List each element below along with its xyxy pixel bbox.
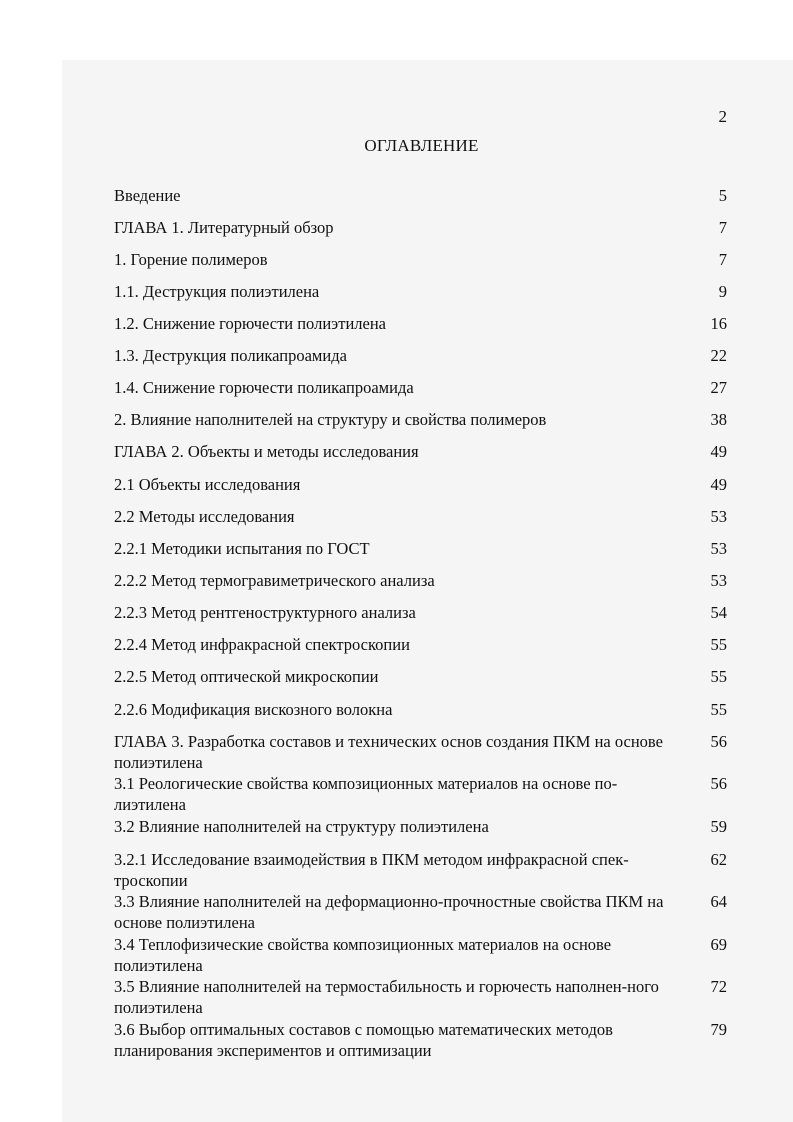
toc-entry-page: 49 [710, 442, 727, 461]
toc-entry-text: ГЛАВА 2. Объекты и методы исследования [114, 442, 419, 461]
toc-entry [114, 891, 674, 933]
toc-entry [114, 441, 684, 462]
page-title: ОГЛАВЛЕНИЕ [364, 136, 479, 155]
toc-entry [114, 506, 684, 527]
toc-entry-text: 2.2 Методы исследования [114, 507, 295, 526]
toc-entry [114, 217, 684, 238]
toc-entry-page: 38 [710, 410, 727, 429]
toc-entry [114, 666, 684, 687]
toc-entry-text: 3.4 Теплофизические свойства композиционных материалов на основе полиэтилена [114, 935, 612, 975]
toc-entry-page: 7 [718, 250, 727, 269]
toc-entry [114, 281, 684, 302]
toc-entry-text: 3.5 Влияние наполнителей на термостабильность и горючесть наполнен-ного полиэтилена [114, 977, 659, 1017]
toc-entry-text: 3.2.1 Исследование взаимодействия в ПКМ методом инфракрасной спек-троскопии [114, 850, 629, 890]
toc-entry [114, 185, 684, 206]
toc-entry-page: 55 [710, 700, 727, 719]
toc-entry [114, 773, 684, 815]
toc-entry-page: 72 [710, 977, 727, 996]
toc-entry-page: 59 [710, 817, 727, 836]
toc-entry [114, 570, 684, 591]
toc-entry [114, 345, 684, 366]
toc-entry-text: ГЛАВА 3. Разработка составов и технических основ создания ПКМ на основе полиэтилена [114, 732, 663, 772]
toc-entry-page: 64 [710, 892, 727, 911]
toc-entry [114, 313, 684, 334]
toc-entry [114, 731, 689, 773]
toc-entry-text: 1.4. Снижение горючести поликапроамида [114, 378, 414, 397]
toc-entry-page: 53 [710, 571, 727, 590]
toc-entry-text: 1.3. Деструкция поликапроамида [114, 346, 347, 365]
toc-entry [114, 976, 694, 1018]
page-number: 2 [718, 107, 727, 126]
toc-entry-page: 79 [710, 1020, 727, 1039]
toc-entry [114, 538, 684, 559]
toc-entry-text: 2.2.3 Метод рентгеноструктурного анализа [114, 603, 416, 622]
toc-entry-text: 2.1 Объекты исследования [114, 475, 301, 494]
toc-entry-text: 1.1. Деструкция полиэтилена [114, 282, 320, 301]
toc-entry-page: 9 [718, 282, 727, 301]
toc-entry-text: 1. Горение полимеров [114, 250, 268, 269]
toc-entry-page: 7 [718, 218, 727, 237]
toc-entry-page: 54 [710, 603, 727, 622]
toc-entry-text: Введение [114, 186, 181, 205]
toc-entry-page: 69 [710, 935, 727, 954]
toc-entry [114, 699, 684, 720]
toc-entry-page: 16 [710, 314, 727, 333]
toc-entry-page: 55 [710, 667, 727, 686]
toc-entry-text: 2.2.4 Метод инфракрасной спектроскопии [114, 635, 410, 654]
toc-entry-page: 53 [710, 539, 727, 558]
toc-entry [114, 634, 684, 655]
toc-entry-text: 1.2. Снижение горючести полиэтилена [114, 314, 386, 333]
toc-entry-text: 2.2.1 Методики испытания по ГОСТ [114, 539, 370, 558]
toc-entry-page: 53 [710, 507, 727, 526]
toc-entry [114, 816, 684, 837]
toc-entry-page: 56 [710, 774, 727, 793]
toc-entry-page: 49 [710, 475, 727, 494]
toc-entry-text: 3.6 Выбор оптимальных составов с помощью математических методов планирования экспериментов и оптимизации [114, 1020, 613, 1060]
toc-entry-page: 62 [710, 850, 727, 869]
toc-entry-text: 2.2.6 Модификация вискозного волокна [114, 700, 393, 719]
toc-entry [114, 934, 684, 976]
toc-entry-page: 22 [710, 346, 727, 365]
toc-entry-text: 3.3 Влияние наполнителей на деформационно-прочностные свойства ПКМ на основе полиэтилена [114, 892, 664, 932]
toc-entry-text: 2. Влияние наполнителей на структуру и свойства полимеров [114, 410, 547, 429]
toc-entry [114, 849, 694, 891]
toc-entry [114, 474, 684, 495]
toc-entry-page: 55 [710, 635, 727, 654]
toc-entry-text: 3.1 Реологические свойства композиционных материалов на основе по-лиэтилена [114, 774, 618, 814]
toc-entry [114, 249, 684, 270]
toc-entry [114, 377, 684, 398]
toc-entry [114, 602, 684, 623]
toc-entry-text: 2.2.2 Метод термогравиметрического анализа [114, 571, 435, 590]
toc-entry [114, 1019, 614, 1061]
toc-entry-text: ГЛАВА 1. Литературный обзор [114, 218, 334, 237]
toc-entry-page: 27 [710, 378, 727, 397]
toc-entry-page: 56 [710, 732, 727, 751]
toc-entry [114, 409, 684, 430]
toc-entry-text: 3.2 Влияние наполнителей на структуру полиэтилена [114, 817, 489, 836]
toc-entry-page: 5 [718, 186, 727, 205]
toc-entry-text: 2.2.5 Метод оптической микроскопии [114, 667, 379, 686]
